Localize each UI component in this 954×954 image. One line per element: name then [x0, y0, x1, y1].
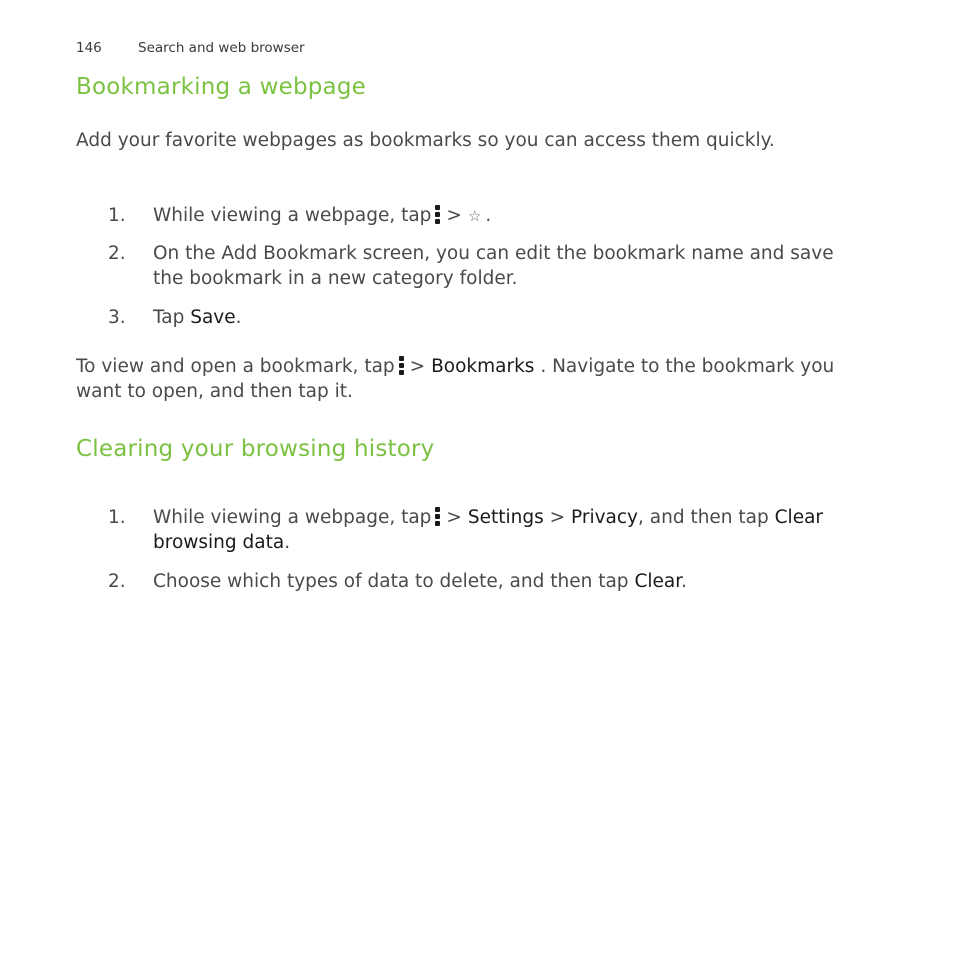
heading-bookmarking: Bookmarking a webpage	[76, 74, 367, 100]
step-text-part: .	[284, 532, 291, 553]
ui-term-clear-browsing-data: Clear browsing data	[153, 507, 824, 553]
ui-term-bookmarks: Bookmarks	[431, 356, 535, 377]
separator: >	[409, 356, 426, 377]
separator: >	[446, 205, 462, 226]
step-number: 2.	[108, 571, 126, 592]
text-part: To view and open a bookmark, tap	[76, 356, 395, 377]
ui-term-privacy: Privacy	[571, 507, 638, 528]
separator: >	[549, 507, 566, 528]
step-text	[153, 305, 853, 330]
more-vert-icon	[435, 507, 441, 526]
text-part: . Navigate to the bookmark you want to open, and then tap it.	[76, 356, 835, 402]
step-text-part: .	[681, 571, 688, 592]
step-number: 1.	[108, 205, 126, 226]
step-text-part: .	[485, 205, 492, 226]
more-vert-icon	[399, 356, 405, 375]
section-name: Search and web browser	[138, 40, 305, 56]
page-number: 146	[76, 40, 102, 56]
step-number: 3.	[108, 307, 126, 328]
step-text-part: , and then tap	[638, 507, 769, 528]
separator: >	[446, 507, 462, 528]
step-text	[153, 569, 853, 594]
step-number: 1.	[108, 507, 126, 528]
step-text	[153, 505, 853, 555]
step-number: 2.	[108, 243, 126, 264]
bookmark-view-paragraph	[76, 354, 856, 404]
heading-clearing: Clearing your browsing history	[76, 436, 435, 462]
star-outline-icon: ☆	[467, 207, 482, 225]
step-text-part: While viewing a webpage, tap	[153, 507, 432, 528]
page-header	[76, 40, 305, 56]
step-text-part: While viewing a webpage, tap	[153, 205, 432, 226]
ui-term-clear: Clear	[634, 571, 682, 592]
more-vert-icon	[435, 205, 441, 224]
step-text	[153, 203, 853, 229]
ui-term-save: Save	[190, 307, 236, 328]
step-text-part: Choose which types of data to delete, and then tap	[153, 571, 629, 592]
ui-term-settings: Settings	[467, 507, 544, 528]
step-text: On the Add Bookmark screen, you can edit the bookmark name and save the bookmark in a new category folder.	[153, 243, 834, 289]
bookmarking-intro: Add your favorite webpages as bookmarks so you can access them quickly.	[76, 130, 775, 151]
step-text-part: Tap	[153, 307, 185, 328]
step-text-part: .	[235, 307, 242, 328]
